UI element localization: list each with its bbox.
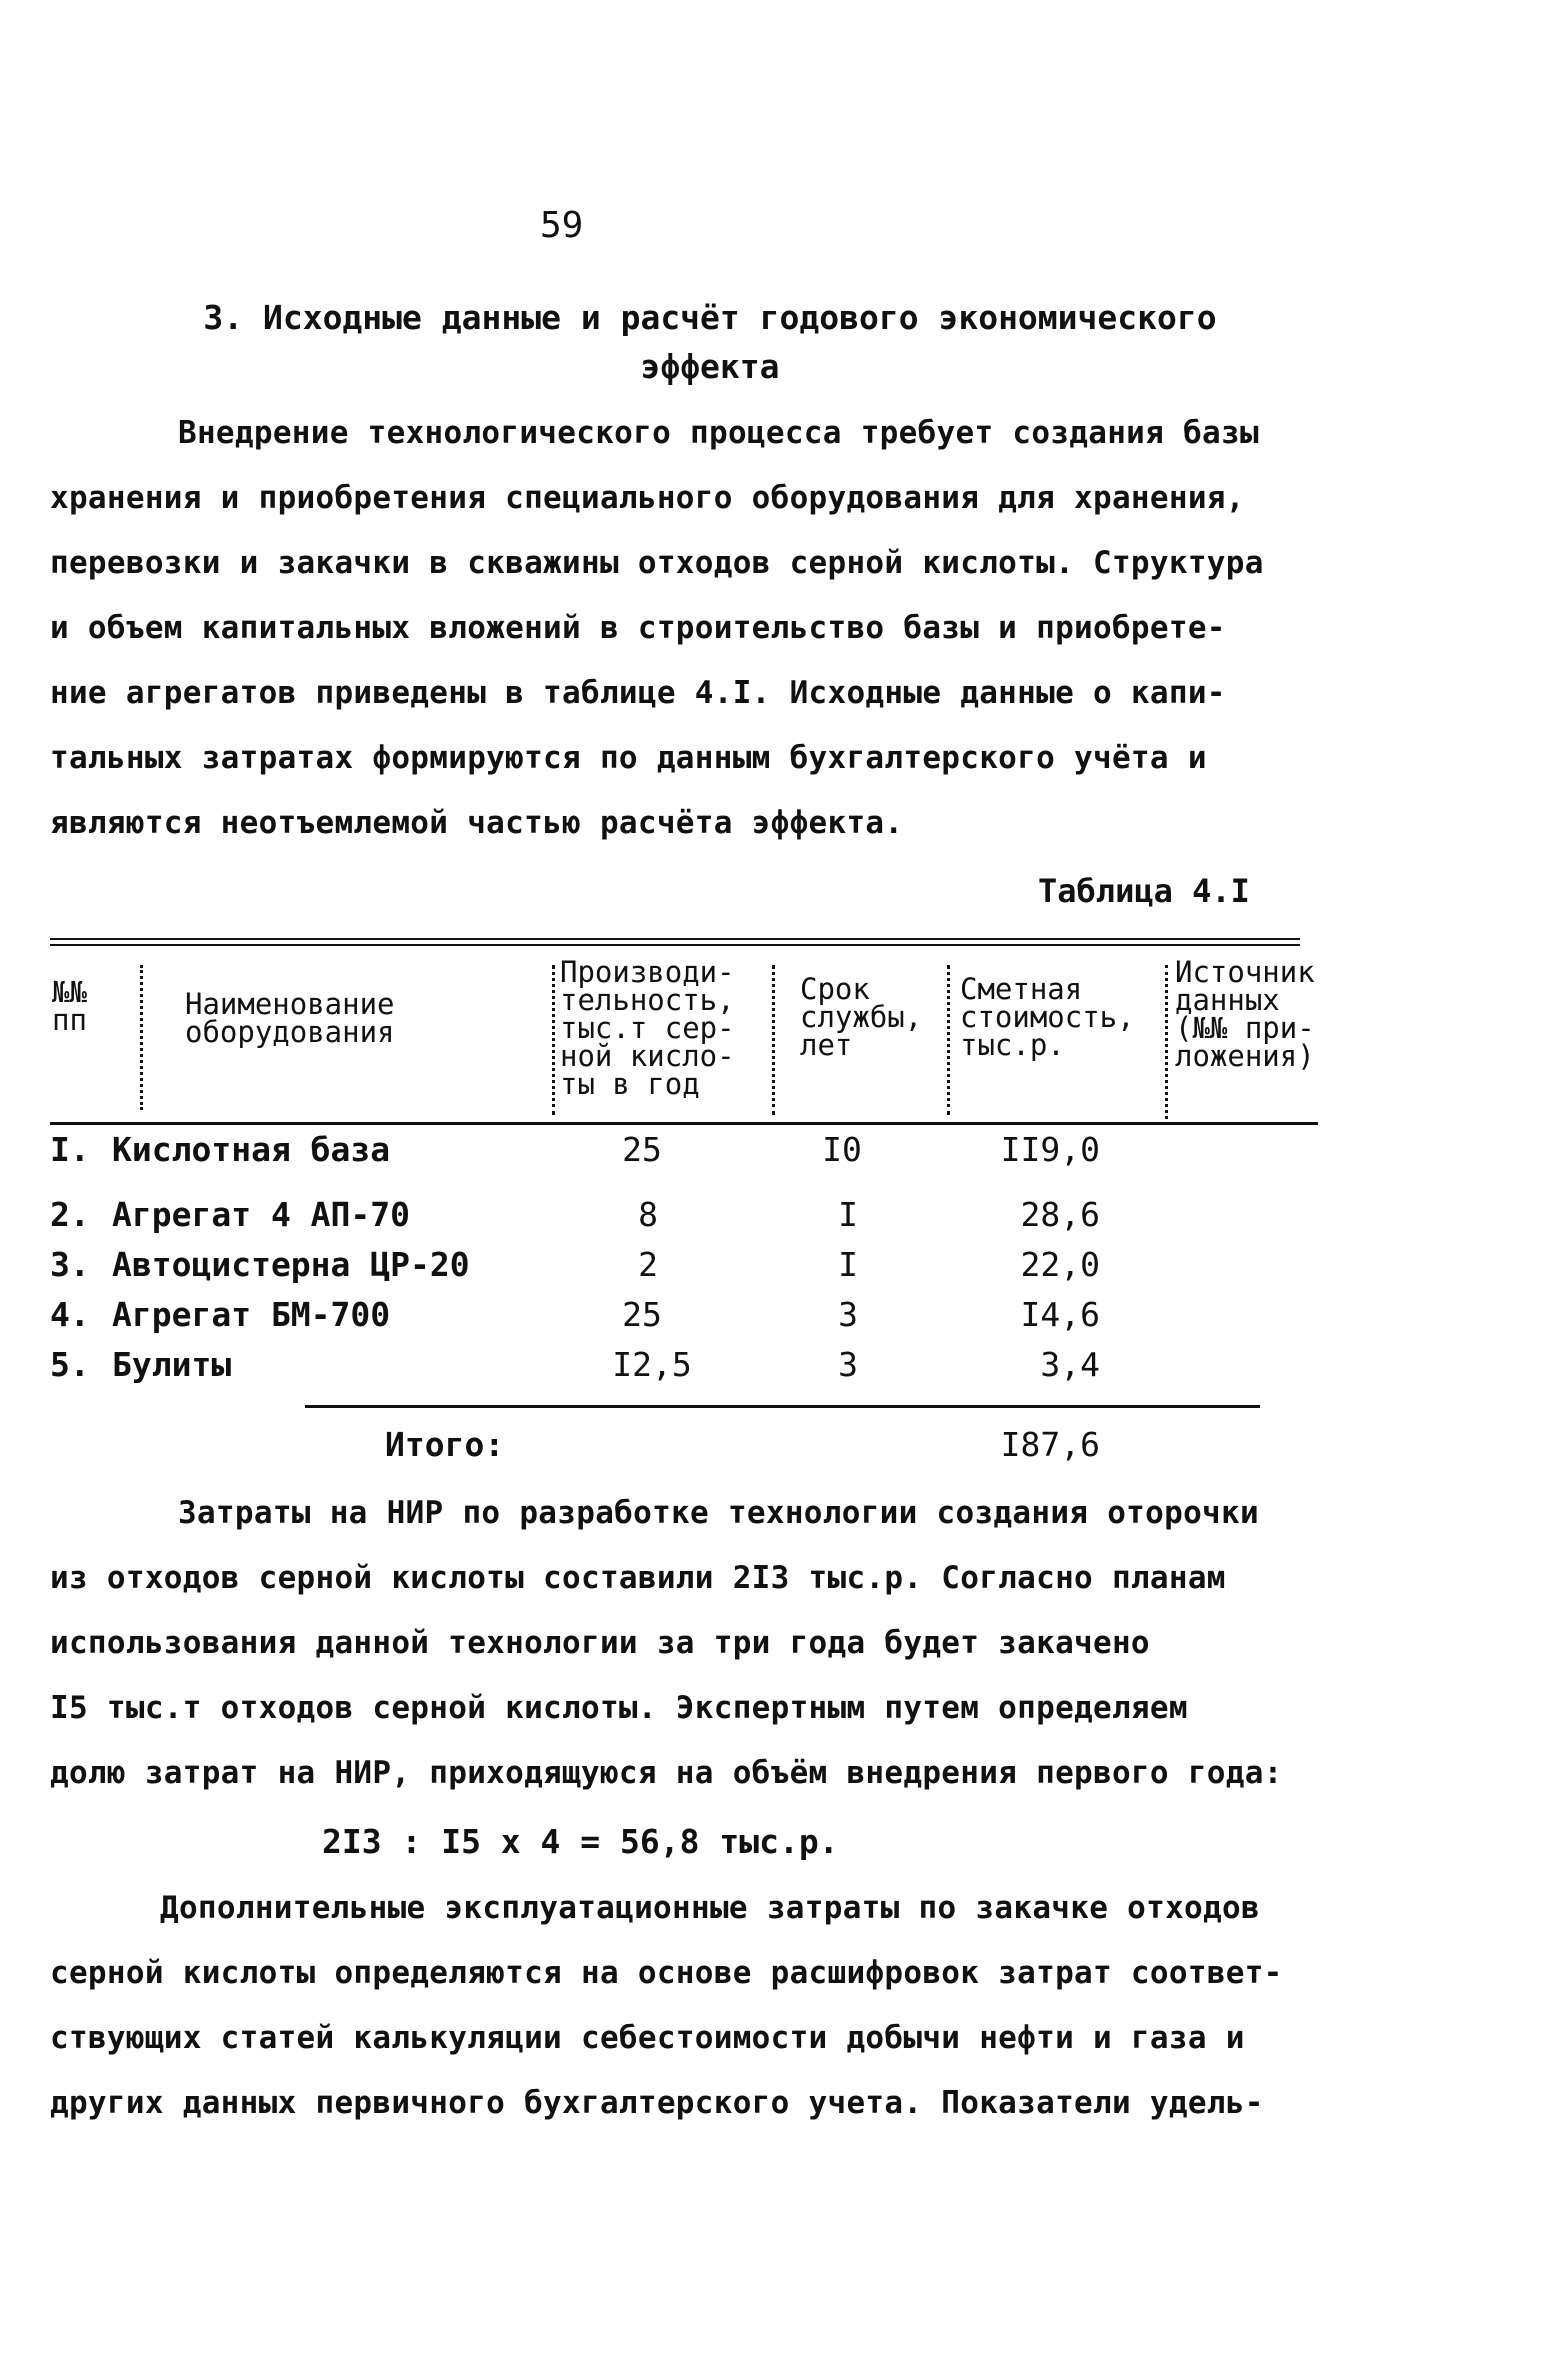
row-2-service-life: I: [838, 1195, 858, 1234]
row-1-num: I.: [50, 1130, 90, 1169]
paragraph-2-line: I5 тыс.т отходов серной кислоты. Экспертным путем определяем: [50, 1690, 1188, 1726]
header-num: №№ пп: [52, 975, 87, 1037]
header-bottom-rule: [50, 1122, 1318, 1125]
row-5-num: 5.: [50, 1345, 90, 1384]
row-2-num: 2.: [50, 1195, 90, 1234]
row-4-name: Агрегат БМ-700: [112, 1295, 391, 1334]
header-separator: [552, 965, 555, 1115]
header-source: Источник данных (№№ при- ложения): [1175, 955, 1315, 1073]
paragraph-1-line: и объем капитальных вложений в строительство базы и приобрете-: [50, 610, 1226, 646]
row-4-capacity: 25: [622, 1295, 662, 1334]
header-separator: [140, 965, 143, 1110]
row-3-num: 3.: [50, 1245, 90, 1284]
paragraph-3-line: ствующих статей калькуляции себестоимости добычи нефти и газа и: [50, 2020, 1245, 2056]
row-4-cost: I4,6: [1020, 1295, 1100, 1334]
calculation-formula: 2I3 : I5 х 4 = 56,8 тыс.р.: [322, 1822, 839, 1861]
total-rule: [305, 1405, 1260, 1408]
header-separator: [947, 965, 950, 1115]
row-2-cost: 28,6: [1020, 1195, 1100, 1234]
row-1-capacity: 25: [622, 1130, 662, 1169]
header-capacity: Производи- тельность, тыс.т сер- ной кисло- ты в год: [560, 955, 735, 1101]
header-separator: [1165, 965, 1168, 1125]
total-label: Итого:: [385, 1425, 505, 1464]
row-5-cost: 3,4: [1040, 1345, 1100, 1384]
paragraph-1-line: перевозки и закачки в скважины отходов серной кислоты. Структура: [50, 545, 1264, 581]
row-5-service-life: 3: [838, 1345, 858, 1384]
table-top-rule: [50, 944, 1300, 946]
paragraph-1-line: тальных затратах формируются по данным бухгалтерского учёта и: [50, 740, 1207, 776]
header-cost: Сметная стоимость, тыс.р.: [960, 972, 1135, 1062]
header-separator: [772, 965, 775, 1115]
row-4-service-life: 3: [838, 1295, 858, 1334]
row-2-capacity: 8: [638, 1195, 658, 1234]
total-value: I87,6: [1000, 1425, 1100, 1464]
page-number: 59: [540, 205, 584, 246]
paragraph-3-line: Дополнительные эксплуатационные затраты по закачке отходов: [160, 1890, 1260, 1926]
paragraph-1-line: Внедрение технологического процесса требует создания базы: [178, 415, 1259, 451]
section-heading-line-2: эффекта: [640, 347, 780, 386]
header-name: Наименование оборудования: [185, 987, 395, 1049]
row-4-num: 4.: [50, 1295, 90, 1334]
table-caption: Таблица 4.I: [1038, 872, 1250, 910]
row-1-cost: II9,0: [1000, 1130, 1100, 1169]
row-5-capacity: I2,5: [612, 1345, 692, 1384]
row-3-name: Автоцистерна ЦР-20: [112, 1245, 470, 1284]
paragraph-2-line: из отходов серной кислоты составили 2I3 тыс.р. Согласно планам: [50, 1560, 1226, 1596]
row-1-name: Кислотная база: [112, 1130, 391, 1169]
row-3-service-life: I: [838, 1245, 858, 1284]
section-heading-line-1: 3. Исходные данные и расчёт годового экономического: [203, 298, 1217, 337]
paragraph-1-line: хранения и приобретения специального оборудования для хранения,: [50, 480, 1245, 516]
header-service-life: Срок службы, лет: [800, 972, 923, 1062]
paragraph-3-line: других данных первичного бухгалтерского учета. Показатели удель-: [50, 2085, 1264, 2121]
paragraph-1-line: являются неотъемлемой частью расчёта эффекта.: [50, 805, 904, 841]
paragraph-2-line: Затраты на НИР по разработке технологии создания оторочки: [178, 1495, 1259, 1531]
table-top-rule: [50, 938, 1300, 940]
row-1-service-life: I0: [822, 1130, 862, 1169]
paragraph-2-line: использования данной технологии за три года будет закачено: [50, 1625, 1150, 1661]
row-2-name: Агрегат 4 АП-70: [112, 1195, 411, 1234]
row-3-capacity: 2: [638, 1245, 658, 1284]
paragraph-1-line: ние агрегатов приведены в таблице 4.I. Исходные данные о капи-: [50, 675, 1226, 711]
paragraph-3-line: серной кислоты определяются на основе расшифровок затрат соответ-: [50, 1955, 1283, 1991]
paragraph-2-line: долю затрат на НИР, приходящуюся на объём внедрения первого года:: [50, 1755, 1283, 1791]
row-5-name: Булиты: [112, 1345, 232, 1384]
row-3-cost: 22,0: [1020, 1245, 1100, 1284]
